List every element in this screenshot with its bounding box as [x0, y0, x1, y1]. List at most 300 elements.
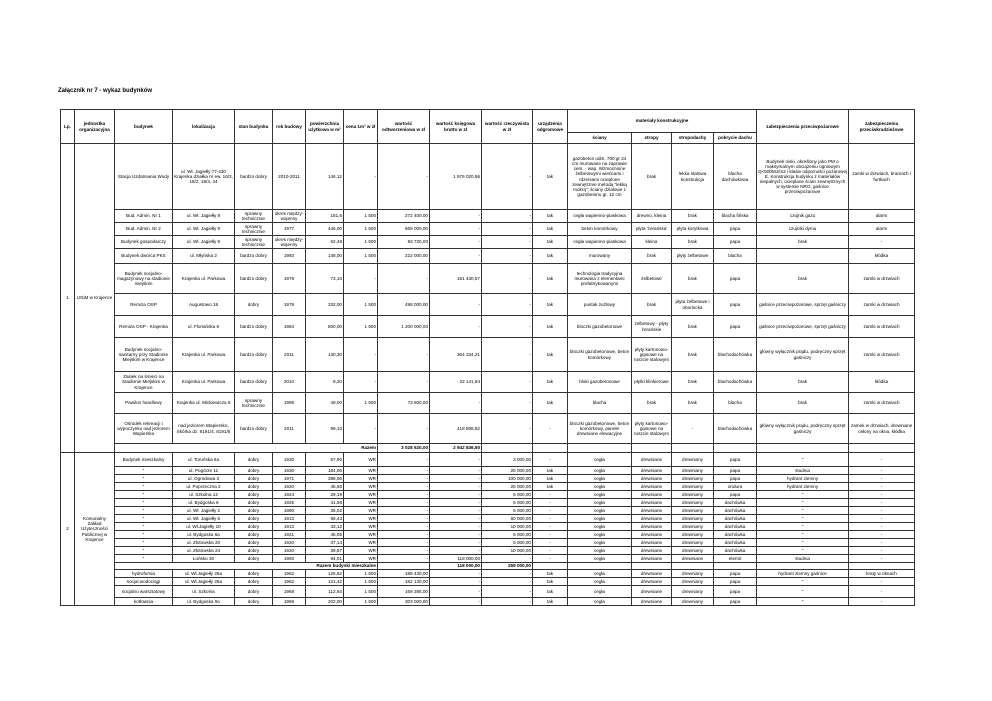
table-cell: - [430, 586, 482, 598]
table-cell: dobry [235, 598, 273, 606]
table-cell: bardzo dobry [235, 316, 273, 338]
empty-cell [757, 563, 849, 570]
table-cell: 272 400,00 [378, 210, 430, 223]
table-cell: blachodachówka [714, 338, 757, 372]
table-row [61, 210, 915, 223]
table-cell: drewniane [632, 475, 672, 483]
table-cell: bloczki gazobetonowe [568, 316, 632, 338]
table-cell: drewniane [632, 467, 672, 475]
table-cell: " [757, 539, 849, 547]
table-row [61, 531, 915, 539]
table-cell: 446,00 [306, 223, 344, 236]
table-cell: - [344, 144, 378, 210]
table-cell: 130,30 [306, 338, 344, 372]
table-cell: WR [344, 515, 378, 523]
table-cell: " [757, 491, 849, 499]
table-cell: drewniane [632, 491, 672, 499]
table-cell: 73,10 [306, 264, 344, 294]
table-cell: 1 500 [344, 586, 378, 598]
table-cell: dachówka [714, 531, 757, 539]
col-building: budynek [115, 110, 173, 144]
table-cell: drewniany [672, 467, 714, 475]
table-cell: okres między-wojenny [273, 236, 306, 249]
table-cell: tak [533, 475, 568, 483]
table-row [61, 264, 915, 294]
table-cell: - [430, 210, 482, 223]
table-cell: Budynek socjalno-magazynowy na stadionie miejskim [115, 264, 173, 294]
table-row [61, 338, 915, 372]
table-cell: papa [714, 475, 757, 483]
table-cell: ul. Szkolna 12 [173, 491, 235, 499]
table-cell: tak [533, 393, 568, 414]
total-replacement-value: 3 028 620,00 [378, 444, 430, 453]
table-cell: tak [533, 294, 568, 316]
table-cell: tak [533, 586, 568, 598]
table-cell: - [533, 555, 568, 563]
table-cell: WR [344, 555, 378, 563]
table-cell: cegła [568, 555, 632, 563]
table-row [61, 570, 915, 578]
total-row [61, 444, 915, 453]
table-cell: tak [533, 372, 568, 393]
table-cell: ul. Pogórze 11 [173, 467, 235, 475]
table-cell: 184,06 [306, 467, 344, 475]
table-cell: cegła [568, 453, 632, 467]
table-cell: WR [344, 453, 378, 467]
table-cell: " [757, 523, 849, 531]
table-cell: zamki w drzwiach [849, 294, 915, 316]
col-equipment: urządzenia odgromowe [533, 110, 568, 144]
table-cell: płyta 'żerańska' [632, 223, 672, 236]
table-cell: - [430, 598, 482, 606]
table-cell: 1962 [273, 578, 306, 586]
table-cell: 93 720,00 [378, 236, 430, 249]
table-cell: - [378, 453, 430, 467]
table-cell: brak [757, 236, 849, 249]
empty-cell [714, 444, 757, 453]
table-cell: Remiza OSP - Krajenka [115, 316, 173, 338]
table-cell: cegła [568, 491, 632, 499]
table-cell: 169 395,00 [378, 586, 430, 598]
table-cell: - [533, 499, 568, 507]
table-cell: brak [632, 249, 672, 264]
table-cell: 1 500 [344, 294, 378, 316]
table-cell: - [533, 491, 568, 499]
table-cell: 41,56 [306, 499, 344, 507]
col-stairs: stropodachy [672, 133, 714, 144]
table-cell: Łońsko 30 [173, 555, 235, 563]
table-row [61, 539, 915, 547]
table-cell: cegła [568, 515, 632, 523]
table-cell: - [430, 236, 482, 249]
table-cell: 1920 [273, 483, 306, 491]
table-cell: dachówka [714, 515, 757, 523]
table-cell: ul. Wł. Jagiełły 9 [173, 236, 235, 249]
table-cell: ul. Floriańska 6 [173, 316, 235, 338]
table-cell: ul. Złotowska 24 [173, 547, 235, 555]
table-cell: 1 500 [344, 236, 378, 249]
table-cell: czujnik gazu [757, 210, 849, 223]
table-cell: - [482, 578, 533, 586]
table-cell: drewniane [632, 507, 672, 515]
table-cell: drewniany [672, 507, 714, 515]
table-cell: - [344, 338, 378, 372]
table-cell: dobry [235, 507, 273, 515]
table-cell: - [430, 453, 482, 467]
table-cell: alarm [849, 223, 915, 236]
table-cell: Bud. Admin. Nr 1 [115, 210, 173, 223]
table-cell: " [115, 515, 173, 523]
table-cell: blachodachówka [714, 414, 757, 444]
table-cell: 45,65 [306, 483, 344, 491]
subtotal-row [61, 563, 915, 570]
table-cell: " [757, 598, 849, 606]
table-cell: murowany [568, 249, 632, 264]
table-cell: 1 500 [344, 570, 378, 578]
table-cell: ul. Wł. Jagiełły 9 [173, 223, 235, 236]
col-walls: ściany [568, 133, 632, 144]
table-cell: 25 000,00 [482, 467, 533, 475]
table-cell: brak [672, 372, 714, 393]
table-cell: zamki w drzwiach [849, 264, 915, 294]
table-cell: - [849, 539, 915, 547]
table-cell: 1924 [273, 491, 306, 499]
table-cell: - [378, 523, 430, 531]
table-cell: 2011 [273, 338, 306, 372]
table-cell: Krajenka ul. Parkowa [173, 264, 235, 294]
table-cell: cegła [568, 547, 632, 555]
empty-cell [632, 563, 672, 570]
table-row [61, 491, 915, 499]
table-cell: WR [344, 547, 378, 555]
table-cell: żelbetowe [632, 264, 672, 294]
table-cell: socjalno warsztatowy [115, 586, 173, 598]
table-cell: 1971 [273, 475, 306, 483]
table-cell: ul. Ogrodowa 3 [173, 475, 235, 483]
table-cell: drewniane [632, 523, 672, 531]
table-cell: - [482, 223, 533, 236]
table-cell: papa [714, 491, 757, 499]
table-cell: Budynek dworca PKS [115, 249, 173, 264]
table-cell: brak [672, 236, 714, 249]
table-cell: 1 500 [344, 578, 378, 586]
table-cell: 60 000,00 [482, 515, 533, 523]
table-cell: 1 500 [344, 598, 378, 606]
table-cell: - [482, 555, 533, 563]
table-cell: - [533, 531, 568, 539]
table-cell: 1890 [273, 507, 306, 515]
table-row [61, 453, 915, 467]
table-cell: 1925 [273, 499, 306, 507]
table-cell: dobry [235, 539, 273, 547]
table-cell: cegła [568, 507, 632, 515]
table-cell: dobry [235, 491, 273, 499]
table-cell: ul. Wł.Jagiełły 26a [173, 578, 235, 586]
table-cell: Krajenka ul. Parkowa [173, 338, 235, 372]
table-cell: " [115, 547, 173, 555]
col-replacement: wartość odtworzeniowa w zł [378, 110, 430, 144]
table-cell: cegła [568, 570, 632, 578]
table-cell: drewniany [672, 539, 714, 547]
empty-cell [482, 444, 533, 453]
table-cell: 1913 [273, 523, 306, 531]
table-cell: 1930 [273, 453, 306, 467]
table-cell: dachówka [714, 539, 757, 547]
table-cell: tak [533, 144, 568, 210]
table-cell: WR [344, 507, 378, 515]
table-cell: drewniany [672, 570, 714, 578]
table-cell: 1992 [273, 555, 306, 563]
table-cell: - [378, 515, 430, 523]
table-cell: 5 000,00 [482, 499, 533, 507]
table-cell: - [482, 210, 533, 223]
table-cell: - [430, 483, 482, 491]
table-cell: tak [533, 316, 568, 338]
table-row [61, 393, 915, 414]
table-row [61, 372, 915, 393]
table-cell: papa [714, 264, 757, 294]
buildings-table [60, 109, 915, 606]
table-cell: " [115, 523, 173, 531]
table-cell: dobry [235, 515, 273, 523]
table-cell: 6 000,00 [482, 539, 533, 547]
table-cell: - [533, 507, 568, 515]
table-cell: płyty kartonowo-gipsowe na ruszcie stalowym [632, 414, 672, 444]
table-cell: cegła wapienno-piaskowa [568, 236, 632, 249]
empty-cell [533, 563, 568, 570]
table-cell: hydrant ziemny [757, 483, 849, 491]
table-cell: - [482, 393, 533, 414]
table-cell: drewniane [632, 483, 672, 491]
table-cell: Krajenka ul. Parkowa [173, 372, 235, 393]
table-cell: drewniany [672, 491, 714, 499]
table-cell: Remiza OSP [115, 294, 173, 316]
table-cell: " [115, 539, 173, 547]
table-cell: ul. Młyńska 2 [173, 249, 235, 264]
table-cell: 2011 [273, 414, 306, 444]
col-location: lokalizacja [173, 110, 235, 144]
table-cell: 181,6 [306, 210, 344, 223]
table-cell: pustak żużlowy [568, 294, 632, 316]
table-row [61, 414, 915, 444]
table-cell: - [482, 414, 533, 444]
table-cell: ul. Toruńska 6a [173, 453, 235, 467]
table-cell: brak [672, 264, 714, 294]
table-cell: brak [632, 393, 672, 414]
table-cell: 99,10 [306, 414, 344, 444]
table-cell: - [849, 236, 915, 249]
table-row [61, 555, 915, 563]
table-cell: WR [344, 475, 378, 483]
table-cell: dachówka [714, 523, 757, 531]
table-row [61, 467, 915, 475]
table-cell: dobry [235, 570, 273, 578]
table-cell: drewniany [672, 578, 714, 586]
table-cell: papa [714, 453, 757, 467]
table-cell: 146,12 [306, 144, 344, 210]
table-cell: papa [714, 316, 757, 338]
table-cell: dobry [235, 483, 273, 491]
table-cell: hydrofornia [115, 570, 173, 578]
table-cell: gaśnice przeciwpożarowe, sprzęt gaśniczy [757, 316, 849, 338]
table-cell: 1 500 [344, 223, 378, 236]
table-cell: brak [757, 372, 849, 393]
table-cell: - [533, 523, 568, 531]
table-cell: Bud. Admin. Nr 2 [115, 223, 173, 236]
table-cell: technologia tradycyjna murowana z elementami prefabrykowanymi [568, 264, 632, 294]
table-cell: - [430, 249, 482, 264]
table-cell: - [849, 483, 915, 491]
table-cell: 1930 [273, 467, 306, 475]
table-cell: blacha [714, 249, 757, 264]
col-fire: zabezpieczenia przeciwpożarowe [757, 110, 849, 144]
table-cell: WR [344, 539, 378, 547]
table-row [61, 223, 915, 236]
organization-unit: Komunalny Zakład Użyteczności Publicznej w Krajence [75, 453, 115, 606]
table-cell: papa [714, 586, 757, 598]
table-cell: - [378, 547, 430, 555]
table-cell: 1 500 [344, 393, 378, 414]
table-cell: ul. Wł. Jagiełły 77-430 Krajenka działka nr ew. 16/3, 18/2, 18/3, 44 [173, 144, 235, 210]
table-cell: - [849, 453, 915, 467]
table-cell: - [430, 523, 482, 531]
table-cell: główny wyłącznik prądu, podręczny sprzęt gaśniczy [757, 414, 849, 444]
table-cell: 125,62 [306, 570, 344, 578]
table-cell: - [849, 555, 915, 563]
table-cell: dobry [235, 547, 273, 555]
table-cell: zamek w drzwiach, drewniane osłony na okna, kłódka [849, 414, 915, 444]
table-cell: 57,90 [306, 453, 344, 467]
table-cell: " [115, 467, 173, 475]
table-cell: - [344, 372, 378, 393]
table-cell: - [378, 475, 430, 483]
table-cell: - [430, 547, 482, 555]
table-cell: " [757, 578, 849, 586]
col-lp: Lp. [61, 110, 75, 144]
table-cell: - [430, 316, 482, 338]
table-cell: Augustowo 18 [173, 294, 235, 316]
table-cell: - [482, 236, 533, 249]
table-cell: blacha dachówkowa [714, 144, 757, 210]
table-cell: ul. Szkolna [173, 586, 235, 598]
table-cell: hydrant ziemny gaśnice [757, 570, 849, 578]
table-cell: brak [632, 144, 672, 210]
table-cell: kleina [632, 236, 672, 249]
table-cell: drewniane [632, 499, 672, 507]
table-cell: blachodachówka [714, 372, 757, 393]
table-cell: 5 000,00 [482, 491, 533, 499]
table-cell: ul. Bydgoska 9a [173, 598, 235, 606]
table-cell: Pawilon handlowy [115, 393, 173, 414]
table-cell: żelbetowy - płyty żerańskie [632, 316, 672, 338]
table-cell: 121,42 [306, 578, 344, 586]
empty-cell [672, 563, 714, 570]
table-cell: 73 500,00 [378, 393, 430, 414]
table-cell: - [849, 523, 915, 531]
table-cell: cegła [568, 578, 632, 586]
col-materials-group: materiały konstrukcyjne [568, 110, 757, 133]
table-cell: 148,00 [306, 249, 344, 264]
table-cell: 222 000,00 [378, 249, 430, 264]
table-cell: 45,05 [306, 531, 344, 539]
table-cell: sprawny technicznie [235, 223, 273, 236]
table-row [61, 586, 915, 598]
table-cell: 1977 [273, 223, 306, 236]
table-cell: hydrant ziemny [757, 475, 849, 483]
table-cell: blacha [714, 393, 757, 414]
table-cell: " [115, 499, 173, 507]
table-cell: ul. Wł. Jagiełły 2 [173, 507, 235, 515]
table-cell: - [482, 249, 533, 264]
table-cell: 33,12 [306, 523, 344, 531]
table-cell: - [849, 578, 915, 586]
table-cell: - [849, 467, 915, 475]
table-cell: drewniany [672, 453, 714, 467]
table-row [61, 547, 915, 555]
table-cell: bardzo dobry [235, 414, 273, 444]
table-cell: - [849, 507, 915, 515]
table-cell: WR [344, 491, 378, 499]
table-cell: 188 430,00 [378, 570, 430, 578]
table-cell: 96,43 [306, 515, 344, 523]
table-cell: WR [344, 523, 378, 531]
col-price: cena 1m² w zł [344, 110, 378, 144]
table-cell: cegła [568, 586, 632, 598]
table-cell: nad jeziorem Wapiersko, Skórka dz. 8191/4, 8191/5 [173, 414, 235, 444]
table-cell: bloki gazobetonowe [568, 372, 632, 393]
table-cell: tak [533, 223, 568, 236]
table-cell: 418 808,82 [430, 414, 482, 444]
table-cell: Budynek gospodarczy [115, 236, 173, 249]
table-cell: brak [672, 393, 714, 414]
table-row [61, 249, 915, 264]
table-cell: - [482, 586, 533, 598]
table-cell: bardzo dobry [235, 372, 273, 393]
table-cell: 1978 [273, 294, 306, 316]
table-cell: 37,14 [306, 539, 344, 547]
col-book: wartość księgowa brutto w zł [430, 110, 482, 144]
table-cell: cegła [568, 467, 632, 475]
table-cell: - [378, 499, 430, 507]
table-cell: 62,48 [306, 236, 344, 249]
table-cell: ul. Bydgoska 6a [173, 531, 235, 539]
table-cell: Krajenka ul. Mickiewicza 5 [173, 393, 235, 414]
table-cell: drewniany [672, 515, 714, 523]
table-cell: płytki klinkierowe [632, 372, 672, 393]
table-cell: 1 976 020,96 [430, 144, 482, 210]
table-cell: zamki w drzwiach [849, 393, 915, 414]
table-cell: drewniane [672, 555, 714, 563]
table-cell: - [344, 264, 378, 294]
table-cell: papa [714, 598, 757, 606]
table-cell: - [849, 515, 915, 523]
table-cell: ul. Poprzeczna 2 [173, 483, 235, 491]
table-cell: 202,00 [306, 598, 344, 606]
table-cell: okres między-wojenny [273, 210, 306, 223]
table-row [61, 483, 915, 491]
table-cell: Budynek socjalno-sanitarny przy Stadionie Miejskim w Krajence [115, 338, 173, 372]
document-title: Załącznik nr 7 - wykaz budynków [58, 88, 153, 94]
table-cell: drewniane [632, 515, 672, 523]
table-cell: dobry [235, 453, 273, 467]
table-cell: drewniane [632, 555, 672, 563]
table-cell: dobry [235, 475, 273, 483]
table-cell: - [849, 598, 915, 606]
empty-cell [632, 444, 672, 453]
table-cell: - [378, 491, 430, 499]
table-cell: 2010 [273, 372, 306, 393]
table-cell: - [849, 491, 915, 499]
